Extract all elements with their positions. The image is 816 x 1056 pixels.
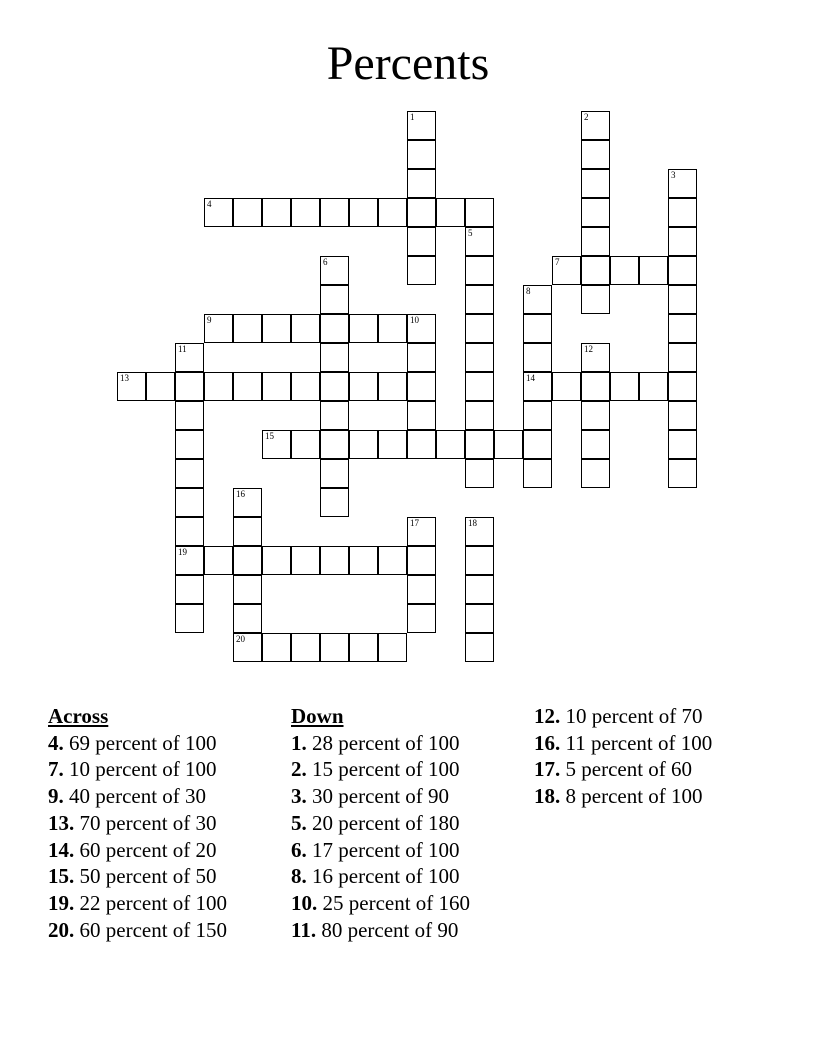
grid-cell[interactable] <box>175 401 204 430</box>
clue-item-number: 20. <box>48 917 75 942</box>
grid-cell[interactable] <box>465 633 494 662</box>
grid-cell[interactable] <box>465 343 494 372</box>
grid-cell[interactable] <box>581 198 610 227</box>
grid-cell[interactable] <box>320 256 349 285</box>
grid-cell[interactable] <box>233 372 262 401</box>
down-clues-continued <box>534 703 712 810</box>
grid-cell[interactable] <box>581 459 610 488</box>
grid-cell[interactable] <box>639 372 668 401</box>
grid-cell[interactable] <box>175 488 204 517</box>
clue-item-text: 10 percent of 100 <box>69 757 217 782</box>
clue-number: 6 <box>323 257 328 267</box>
clue-item-number: 7. <box>48 757 64 782</box>
clue-item-text: 16 percent of 100 <box>312 864 460 889</box>
clue-item-text: 30 percent of 90 <box>312 784 450 809</box>
grid-cell[interactable] <box>668 285 697 314</box>
clue-item-number: 11. <box>291 917 317 942</box>
grid-cell[interactable] <box>175 546 204 575</box>
grid-cell[interactable] <box>233 198 262 227</box>
clue-item-number: 10. <box>291 890 318 915</box>
grid-cell[interactable] <box>668 227 697 256</box>
grid-cell[interactable] <box>291 372 320 401</box>
grid-cell[interactable] <box>233 604 262 633</box>
grid-cell[interactable] <box>465 517 494 546</box>
grid-cell[interactable] <box>581 227 610 256</box>
clue-number: 5 <box>468 228 473 238</box>
clue-item-number: 2. <box>291 757 307 782</box>
clue-item-text: 25 percent of 160 <box>322 890 471 915</box>
clue-item-number: 3. <box>291 784 307 809</box>
clue-item-number: 1. <box>291 730 307 755</box>
clue-item-number: 16. <box>534 730 561 755</box>
grid-cell[interactable] <box>262 372 291 401</box>
grid-cell[interactable] <box>175 459 204 488</box>
grid-cell[interactable] <box>320 459 349 488</box>
grid-cell[interactable] <box>175 575 204 604</box>
clue-item-text: 5 percent of 60 <box>565 757 693 782</box>
grid-cell[interactable] <box>407 401 436 430</box>
clue-item <box>291 917 470 944</box>
clue-item <box>48 810 227 837</box>
grid-cell[interactable] <box>668 169 697 198</box>
grid-cell[interactable] <box>523 343 552 372</box>
clue-number: 17 <box>410 518 419 528</box>
clue-item <box>534 783 712 810</box>
grid-cell[interactable] <box>320 488 349 517</box>
grid-cell[interactable] <box>233 517 262 546</box>
grid-cell[interactable] <box>407 372 436 401</box>
clue-item-text: 69 percent of 100 <box>69 730 217 755</box>
clue-number: 11 <box>178 344 187 354</box>
grid-cell[interactable] <box>552 256 581 285</box>
grid-cell[interactable] <box>639 256 668 285</box>
grid-cell[interactable] <box>610 256 639 285</box>
grid-cell[interactable] <box>291 546 320 575</box>
grid-cell[interactable] <box>262 633 291 662</box>
across-heading: Across <box>48 704 109 728</box>
clue-item-text: 60 percent of 20 <box>79 837 217 862</box>
grid-cell[interactable] <box>320 401 349 430</box>
grid-cell[interactable] <box>668 314 697 343</box>
grid-cell[interactable] <box>262 546 291 575</box>
clue-item <box>48 756 227 783</box>
clue-item-number: 13. <box>48 810 75 835</box>
clue-item <box>48 783 227 810</box>
grid-cell[interactable] <box>378 314 407 343</box>
grid-cell[interactable] <box>204 546 233 575</box>
clue-number: 10 <box>410 315 419 325</box>
clue-item-number: 15. <box>48 864 75 889</box>
grid-cell[interactable] <box>465 546 494 575</box>
down-heading: Down <box>291 704 344 728</box>
clue-item-text: 11 percent of 100 <box>565 730 713 755</box>
grid-cell[interactable] <box>349 430 378 459</box>
grid-cell[interactable] <box>523 401 552 430</box>
grid-cell[interactable] <box>581 285 610 314</box>
grid-cell[interactable] <box>349 633 378 662</box>
clue-number: 18 <box>468 518 477 528</box>
grid-cell[interactable] <box>407 140 436 169</box>
grid-cell[interactable] <box>349 314 378 343</box>
clue-item-text: 20 percent of 180 <box>312 810 460 835</box>
grid-cell[interactable] <box>175 517 204 546</box>
grid-cell[interactable] <box>378 198 407 227</box>
grid-cell[interactable] <box>291 198 320 227</box>
grid-cell[interactable] <box>175 430 204 459</box>
clue-item-text: 17 percent of 100 <box>312 837 460 862</box>
clue-item <box>534 730 712 757</box>
grid-cell[interactable] <box>465 604 494 633</box>
grid-cell[interactable] <box>175 343 204 372</box>
clue-item <box>48 730 227 757</box>
clue-item <box>534 703 712 730</box>
grid-cell[interactable] <box>581 169 610 198</box>
clue-item <box>48 917 227 944</box>
grid-cell[interactable] <box>349 372 378 401</box>
grid-cell[interactable] <box>378 372 407 401</box>
clue-item-number: 6. <box>291 837 307 862</box>
clue-item-number: 12. <box>534 704 561 728</box>
grid-cell[interactable] <box>291 314 320 343</box>
grid-cell[interactable] <box>378 633 407 662</box>
clue-item-number: 4. <box>48 730 64 755</box>
clue-item <box>291 863 470 890</box>
grid-cell[interactable] <box>668 198 697 227</box>
grid-cell[interactable] <box>581 401 610 430</box>
clue-item-number: 14. <box>48 837 75 862</box>
grid-cell[interactable] <box>407 111 436 140</box>
grid-cell[interactable] <box>378 430 407 459</box>
grid-cell[interactable] <box>233 314 262 343</box>
clue-item-text: 40 percent of 30 <box>69 784 207 809</box>
grid-cell[interactable] <box>581 372 610 401</box>
clue-item-text: 60 percent of 150 <box>79 917 228 942</box>
grid-cell[interactable] <box>465 372 494 401</box>
grid-cell[interactable] <box>146 372 175 401</box>
grid-cell[interactable] <box>465 314 494 343</box>
grid-cell[interactable] <box>262 198 291 227</box>
grid-cell[interactable] <box>436 198 465 227</box>
clue-number: 14 <box>526 373 535 383</box>
grid-cell[interactable] <box>668 459 697 488</box>
clue-number: 16 <box>236 489 245 499</box>
clue-number: 2 <box>584 112 589 122</box>
grid-cell[interactable] <box>262 314 291 343</box>
grid-cell[interactable] <box>523 285 552 314</box>
grid-cell[interactable] <box>610 372 639 401</box>
grid-cell[interactable] <box>320 285 349 314</box>
across-clues <box>48 703 227 943</box>
grid-cell[interactable] <box>465 401 494 430</box>
grid-cell[interactable] <box>581 430 610 459</box>
grid-cell[interactable] <box>407 169 436 198</box>
grid-cell[interactable] <box>204 314 233 343</box>
grid-cell[interactable] <box>407 256 436 285</box>
grid-cell[interactable] <box>291 633 320 662</box>
clue-number: 13 <box>120 373 129 383</box>
grid-cell[interactable] <box>378 546 407 575</box>
grid-cell[interactable] <box>581 140 610 169</box>
grid-cell[interactable] <box>668 343 697 372</box>
clue-item <box>48 837 227 864</box>
clue-item-number: 8. <box>291 864 307 889</box>
clue-item-text: 22 percent of 100 <box>79 890 228 915</box>
grid-cell[interactable] <box>233 575 262 604</box>
clue-item-text: 80 percent of 90 <box>321 917 459 942</box>
grid-cell[interactable] <box>465 256 494 285</box>
clue-number: 7 <box>555 257 560 267</box>
grid-cell[interactable] <box>407 227 436 256</box>
grid-cell[interactable] <box>320 198 349 227</box>
grid-cell[interactable] <box>320 343 349 372</box>
grid-cell[interactable] <box>465 459 494 488</box>
clue-item-number: 18. <box>534 784 561 809</box>
clue-item-number: 17. <box>534 757 561 782</box>
clue-item <box>291 810 470 837</box>
clue-item-text: 8 percent of 100 <box>565 784 703 809</box>
grid-cell[interactable] <box>349 546 378 575</box>
grid-cell[interactable] <box>436 430 465 459</box>
grid-cell[interactable] <box>465 285 494 314</box>
clue-number: 12 <box>584 344 593 354</box>
clue-number: 20 <box>236 634 245 644</box>
clue-item <box>291 890 470 917</box>
grid-cell[interactable] <box>320 546 349 575</box>
clue-number: 19 <box>178 547 187 557</box>
clue-number: 3 <box>671 170 676 180</box>
clue-number: 4 <box>207 199 212 209</box>
clue-number: 8 <box>526 286 531 296</box>
grid-cell[interactable] <box>581 343 610 372</box>
grid-cell[interactable] <box>291 430 320 459</box>
clue-item-text: 70 percent of 30 <box>79 810 217 835</box>
grid-cell[interactable] <box>407 314 436 343</box>
grid-cell[interactable] <box>407 430 436 459</box>
grid-cell[interactable] <box>494 430 523 459</box>
grid-cell[interactable] <box>175 604 204 633</box>
clue-number: 9 <box>207 315 212 325</box>
grid-cell[interactable] <box>233 633 262 662</box>
grid-cell[interactable] <box>204 372 233 401</box>
grid-cell[interactable] <box>407 546 436 575</box>
grid-cell[interactable] <box>407 575 436 604</box>
grid-cell[interactable] <box>407 198 436 227</box>
grid-cell[interactable] <box>465 430 494 459</box>
clue-item <box>291 837 470 864</box>
grid-cell[interactable] <box>552 372 581 401</box>
grid-cell[interactable] <box>204 198 233 227</box>
clue-item-text: 50 percent of 50 <box>79 864 217 889</box>
clue-item <box>291 730 470 757</box>
grid-cell[interactable] <box>407 604 436 633</box>
clue-item <box>48 863 227 890</box>
grid-cell[interactable] <box>465 227 494 256</box>
clue-item <box>291 756 470 783</box>
grid-cell[interactable] <box>262 430 291 459</box>
grid-cell[interactable] <box>465 198 494 227</box>
clue-number: 1 <box>410 112 415 122</box>
grid-cell[interactable] <box>349 198 378 227</box>
page-title: Percents <box>326 37 490 90</box>
grid-cell[interactable] <box>320 633 349 662</box>
grid-cell[interactable] <box>407 343 436 372</box>
clue-number: 15 <box>265 431 274 441</box>
clue-item-text: 28 percent of 100 <box>312 730 460 755</box>
grid-cell[interactable] <box>523 372 552 401</box>
grid-cell[interactable] <box>668 430 697 459</box>
clue-item-text: 15 percent of 100 <box>312 757 460 782</box>
grid-cell[interactable] <box>523 314 552 343</box>
grid-cell[interactable] <box>117 372 146 401</box>
grid-cell[interactable] <box>668 256 697 285</box>
grid-cell[interactable] <box>465 575 494 604</box>
clue-item <box>48 890 227 917</box>
grid-cell[interactable] <box>233 546 262 575</box>
grid-cell[interactable] <box>581 256 610 285</box>
grid-cell[interactable] <box>320 372 349 401</box>
grid-cell[interactable] <box>320 430 349 459</box>
clue-item-number: 9. <box>48 784 64 809</box>
grid-cell[interactable] <box>523 459 552 488</box>
grid-cell[interactable] <box>233 488 262 517</box>
grid-cell[interactable] <box>320 314 349 343</box>
down-clues <box>291 703 470 943</box>
clue-item-number: 19. <box>48 890 75 915</box>
grid-cell[interactable] <box>407 517 436 546</box>
clue-item <box>291 783 470 810</box>
clue-item <box>534 756 712 783</box>
grid-cell[interactable] <box>523 430 552 459</box>
grid-cell[interactable] <box>175 372 204 401</box>
clue-item-text: 10 percent of 70 <box>565 704 703 728</box>
grid-cell[interactable] <box>581 111 610 140</box>
grid-cell[interactable] <box>668 372 697 401</box>
clue-item-number: 5. <box>291 810 307 835</box>
grid-cell[interactable] <box>668 401 697 430</box>
